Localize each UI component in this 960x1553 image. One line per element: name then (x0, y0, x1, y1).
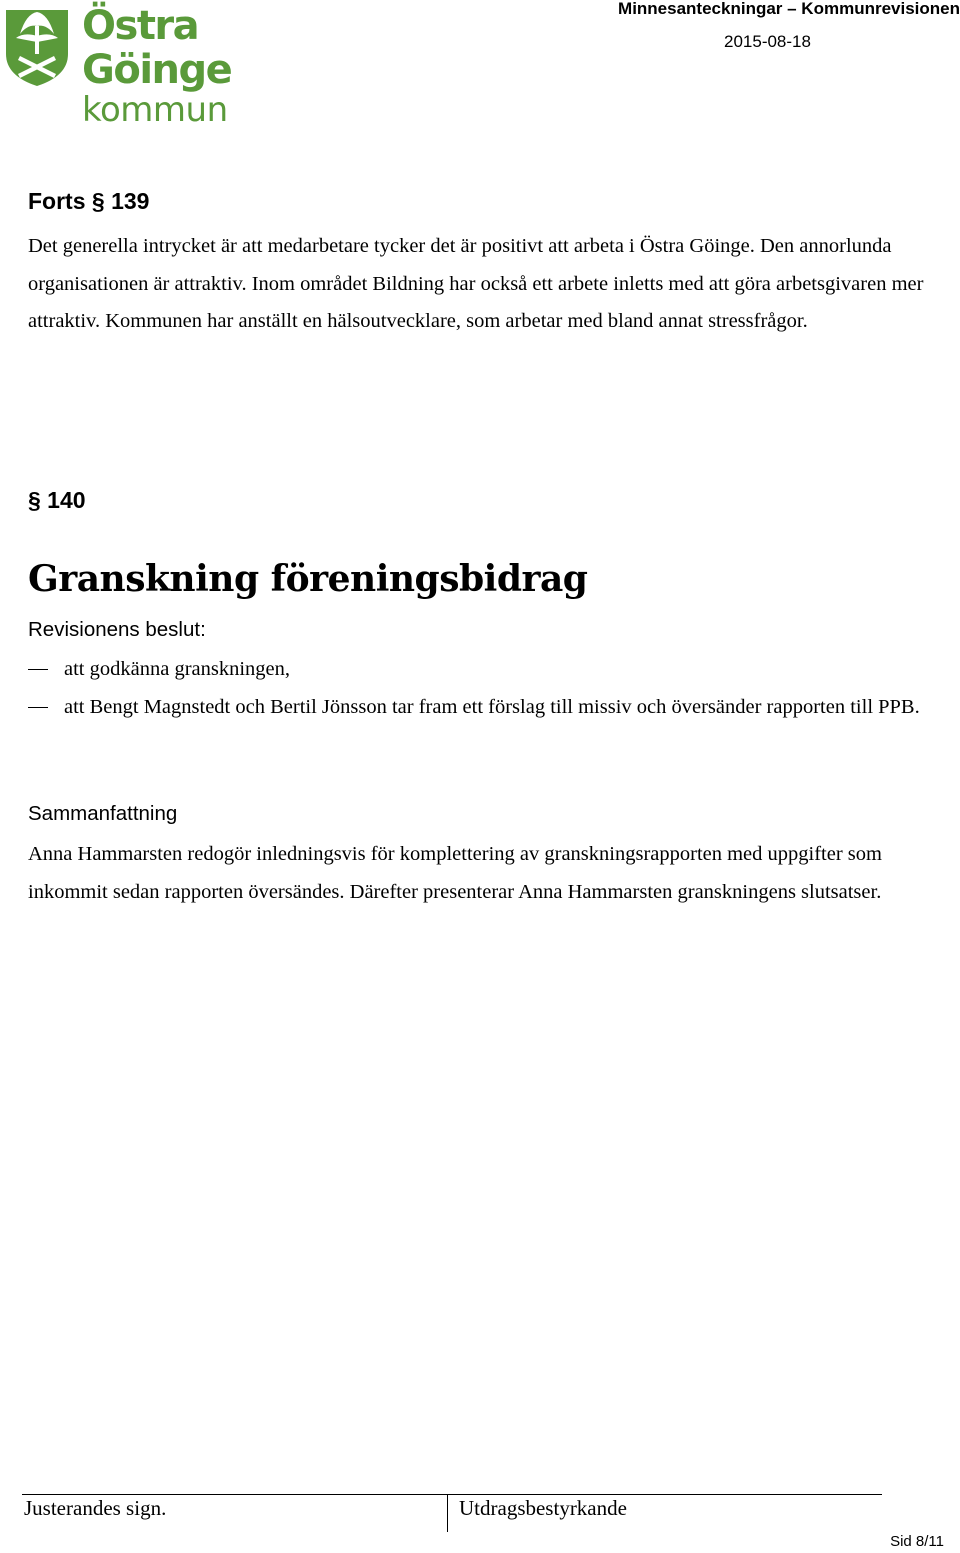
decision-item (28, 651, 953, 689)
summary-heading: Sammanfattning (28, 802, 178, 825)
justerandes-sign-label: Justerandes sign. (24, 1496, 167, 1520)
decision-text: att godkänna granskningen, (64, 658, 291, 680)
logo-title: Östra Göinge (82, 3, 232, 93)
dash-bullet-icon (28, 707, 48, 708)
footer-rule (22, 1494, 882, 1495)
decision-list (28, 651, 953, 726)
footer-divider (447, 1494, 448, 1532)
logo-subtitle: kommun (82, 90, 228, 130)
page-number: Sid 8/11 (890, 1533, 944, 1550)
decision-heading: Revisionens beslut: (28, 618, 206, 641)
coat-of-arms-icon (2, 4, 72, 88)
document-date: 2015-08-18 (724, 32, 811, 51)
section-ref-140: § 140 (28, 487, 86, 513)
dash-bullet-icon (28, 669, 48, 670)
document-title: Minnesanteckningar – Kommunrevisionen (618, 0, 960, 18)
section-heading-forts-139: Forts § 139 (28, 188, 150, 214)
section-title: Granskning föreningsbidrag (28, 558, 588, 600)
municipality-logo (2, 3, 322, 130)
decision-text: att Bengt Magnstedt och Bertil Jönsson tar fram ett förslag till missiv och översänder rapporten till PPB. (64, 695, 920, 718)
summary-body: Anna Hammarsten redogör inledningsvis för komplettering av granskningsrapporten med uppgifter som inkommit sedan rapporten översändes. Därefter presenterar Anna Hammarsten granskningens slutsatser. (28, 843, 882, 903)
decision-item (28, 689, 953, 727)
utdragsbestyrkande-label: Utdragsbestyrkande (459, 1496, 627, 1520)
paragraph-139-body: Det generella intrycket är att medarbetare tycker det är positivt att arbeta i Östra Göinge. Den annorlunda organisationen är attraktiv. Inom området Bildning har också ett arbete inletts med att göra arbetsgivaren mer attraktiv. Kommunen har anställt en hälsoutvecklare, som arbetar med bland annat stressfrågor. (28, 235, 924, 332)
